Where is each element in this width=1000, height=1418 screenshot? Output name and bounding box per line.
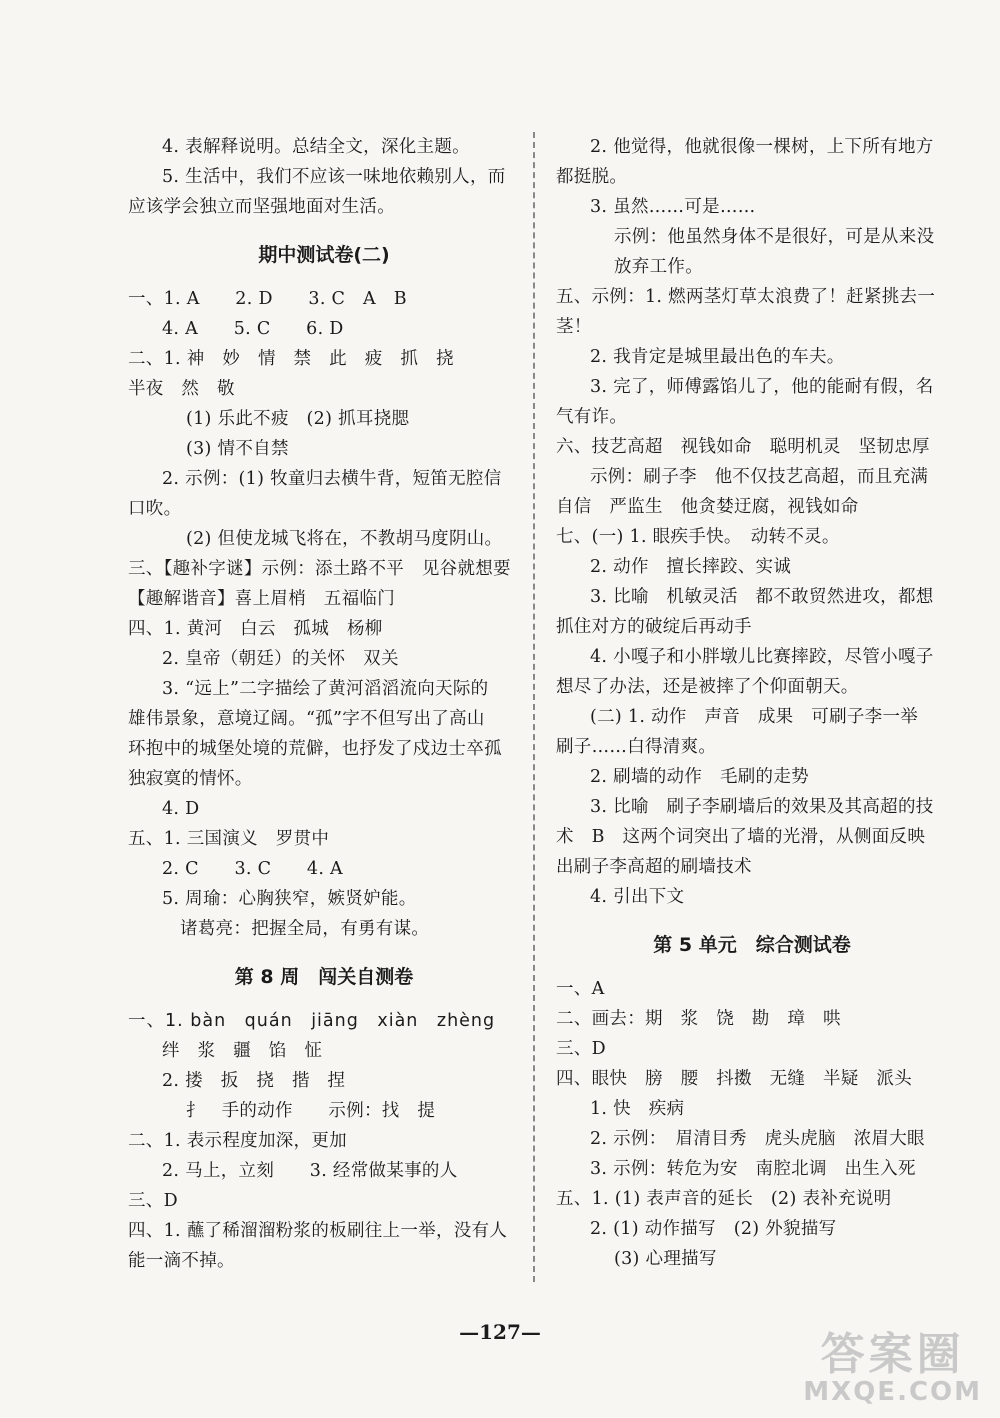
answer-line: 诸葛亮：把握全局，有勇有谋。 bbox=[180, 919, 430, 939]
section-title: 第 5 单元 综合测试卷 bbox=[653, 934, 851, 956]
column-divider bbox=[533, 132, 535, 1282]
answer-line: 抓住对方的破绽后再动手 bbox=[556, 617, 752, 637]
answer-line: 茎！ bbox=[556, 317, 592, 337]
answer-line: 都挺脱。 bbox=[556, 167, 628, 187]
answer-line: 2. 示例：(1) 牧童归去横牛背，短笛无腔信 bbox=[162, 469, 502, 489]
answer-line: 四、1. 蘸了稀溜溜粉浆的板刷往上一举，没有人 bbox=[128, 1221, 508, 1241]
answer-line: 想尽了办法，还是被摔了个仰面朝天。 bbox=[556, 677, 859, 697]
answer-line: 刷子……白得清爽。 bbox=[556, 737, 717, 757]
answer-line: 示例：他虽然身体不是很好，可是从来没 bbox=[614, 227, 935, 247]
answer-line: 二、1. 表示程度加深，更加 bbox=[128, 1131, 347, 1151]
answer-line: 5. 生活中，我们不应该一味地依赖别人，而 bbox=[162, 167, 506, 187]
answer-line: 示例：刷子李 他不仅技艺高超，而且充满 bbox=[590, 467, 929, 487]
answer-line: 环抱中的城堡处境的荒僻，也抒发了戍边士卒孤 bbox=[128, 739, 502, 759]
answer-line: 二、画去：期 浆 饶 勘 璋 哄 bbox=[556, 1009, 841, 1029]
answer-line: 口吹。 bbox=[128, 499, 182, 519]
answer-line: 三、D bbox=[556, 1039, 606, 1059]
answer-line: 一、A bbox=[556, 979, 605, 999]
answer-line: 六、技艺高超 视钱如命 聪明机灵 坚韧忠厚 bbox=[556, 437, 930, 457]
page-number: —127— bbox=[459, 1320, 541, 1344]
watermark-text: 答案圈 bbox=[820, 1329, 965, 1380]
answer-line: 应该学会独立而坚强地面对生活。 bbox=[128, 197, 395, 217]
answer-line: 3. 虽然……可是…… bbox=[590, 197, 756, 217]
answer-line: (3) 情不自禁 bbox=[186, 439, 289, 459]
answer-line: 4. 引出下文 bbox=[590, 887, 685, 907]
answer-line: 2. 示例： 眉清目秀 虎头虎脑 浓眉大眼 bbox=[590, 1129, 925, 1149]
answer-line: 绊 浆 疆 馅 怔 bbox=[162, 1041, 323, 1061]
answer-line: (2) 但使龙城飞将在，不教胡马度阴山。 bbox=[186, 529, 503, 549]
answer-line: (1) 乐此不疲 (2) 抓耳挠腮 bbox=[186, 409, 410, 429]
answer-line: 2. 皇帝（朝廷）的关怀 双关 bbox=[162, 649, 399, 669]
answer-line: 一、1. A 2. D 3. C A B bbox=[128, 289, 407, 309]
answer-line: 五、1. 三国演义 罗贯中 bbox=[128, 829, 330, 849]
answer-line: 3. 比喻 机敏灵活 都不敢贸然进攻，都想 bbox=[590, 587, 934, 607]
answer-line: 自信 严监生 他贪婪迂腐，视钱如命 bbox=[556, 497, 859, 517]
answer-line: 独寂寞的情怀。 bbox=[128, 769, 253, 789]
answer-line: 五、示例：1. 燃两茎灯草太浪费了！赶紧挑去一 bbox=[556, 287, 936, 307]
answer-line: 术 B 这两个词突出了墙的光滑，从侧面反映 bbox=[556, 827, 926, 847]
answer-line: 3. “远上”二字描绘了黄河滔滔流向天际的 bbox=[162, 679, 489, 699]
answer-line: 二、1. 神 妙 情 禁 此 疲 抓 挠 bbox=[128, 349, 454, 369]
answer-line: 5. 周瑜：心胸狭窄，嫉贤妒能。 bbox=[162, 889, 417, 909]
answer-line: 1. 快 疾病 bbox=[590, 1099, 685, 1119]
answer-line: 2. (1) 动作描写 (2) 外貌描写 bbox=[590, 1219, 837, 1239]
answer-line: 3. 完了，师傅露馅儿了，他的能耐有假，名 bbox=[590, 377, 934, 397]
answer-line: 三、D bbox=[128, 1191, 178, 1211]
answer-line: (3) 心理描写 bbox=[614, 1249, 717, 1269]
answer-line: 五、1. (1) 表声音的延长 (2) 表补充说明 bbox=[556, 1189, 892, 1209]
answer-line: 3. 示例：转危为安 南腔北调 出生入死 bbox=[590, 1159, 916, 1179]
answer-line: 2. 马上，立刻 3. 经常做某事的人 bbox=[162, 1161, 458, 1181]
answer-line: 放弃工作。 bbox=[614, 257, 703, 277]
answer-line: 扌 手的动作 示例：找 提 bbox=[186, 1101, 436, 1121]
answer-line: 4. 表解释说明。总结全文，深化主题。 bbox=[162, 137, 470, 157]
answer-line: 雄伟景象，意境辽阔。“孤”字不但写出了高山 bbox=[128, 709, 485, 729]
answer-line: 4. A 5. C 6. D bbox=[162, 319, 344, 339]
answer-line: 气有诈。 bbox=[556, 407, 628, 427]
answer-line: 四、1. 黄河 白云 孤城 杨柳 bbox=[128, 619, 383, 639]
answer-line: 七、(一) 1. 眼疾手快。 动转不灵。 bbox=[556, 527, 840, 547]
left-column bbox=[128, 132, 520, 1276]
answer-line: 4. D bbox=[162, 799, 200, 819]
answer-line: 一、1. bàn quán jiāng xiàn zhèng bbox=[128, 1011, 496, 1031]
answer-line: 出刷子李高超的刷墙技术 bbox=[556, 857, 752, 877]
right-column bbox=[556, 132, 948, 1274]
answer-line: (二) 1. 动作 声音 成果 可刷子李一举 bbox=[590, 707, 919, 727]
watermark-logo bbox=[803, 1329, 982, 1407]
answer-line: 2. 动作 擅长摔跤、实诚 bbox=[590, 557, 792, 577]
answer-line: 2. C 3. C 4. A bbox=[162, 859, 343, 879]
answer-line: 半夜 然 敬 bbox=[128, 379, 235, 399]
section-title: 第 8 周 闯关自测卷 bbox=[234, 966, 414, 988]
section-title: 期中测试卷(二) bbox=[258, 244, 390, 266]
answer-line: 2. 刷墙的动作 毛刷的走势 bbox=[590, 767, 809, 787]
answer-line: 能一滴不掉。 bbox=[128, 1251, 235, 1271]
answer-line: 【趣解谐音】喜上眉梢 五福临门 bbox=[128, 589, 395, 609]
answer-line: 2. 搂 扳 挠 揩 捏 bbox=[162, 1071, 346, 1091]
answer-line: 三、【趣补字谜】示例：添土路不平 见谷就想要 bbox=[128, 559, 511, 579]
watermark-url: MXQE.COM bbox=[803, 1377, 982, 1407]
answer-line: 2. 他觉得，他就很像一棵树，上下所有地方 bbox=[590, 137, 934, 157]
answer-line: 3. 比喻 刷子李刷墙后的效果及其高超的技 bbox=[590, 797, 934, 817]
answer-line: 4. 小嘎子和小胖墩儿比赛摔跤，尽管小嘎子 bbox=[590, 647, 934, 667]
answer-line: 2. 我肯定是城里最出色的车夫。 bbox=[590, 347, 845, 367]
answer-line: 四、眼快 膀 腰 抖擞 无缝 半疑 派头 bbox=[556, 1069, 912, 1089]
